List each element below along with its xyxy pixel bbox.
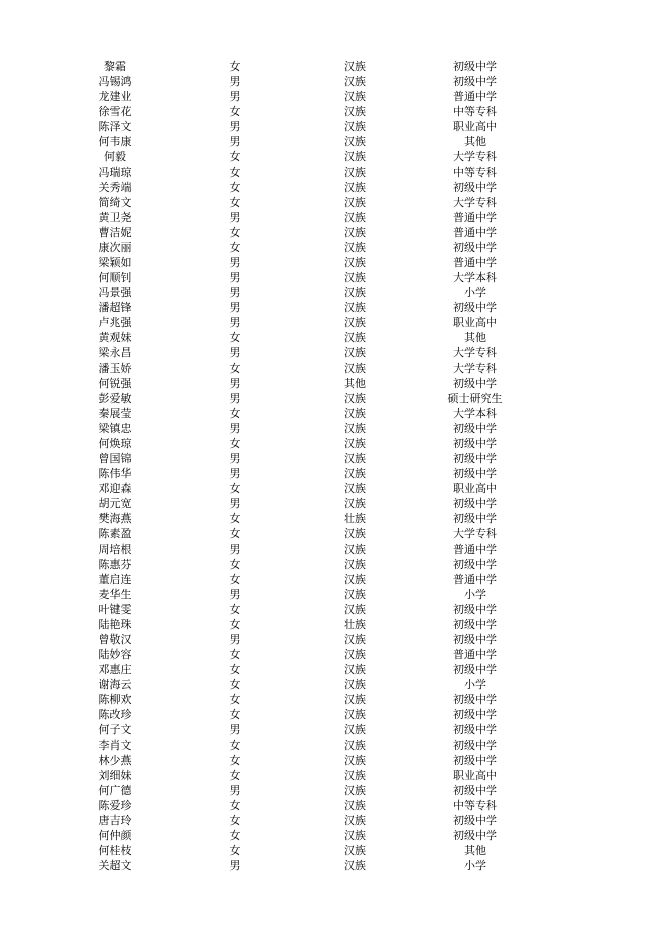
ethnicity-cell: 汉族: [344, 256, 366, 270]
ethnicity-cell: 汉族: [344, 844, 366, 858]
education-cell: 其他: [464, 135, 486, 149]
ethnicity-cell: 汉族: [344, 678, 366, 692]
gender-cell: 女: [229, 844, 241, 858]
table-row: [0, 180, 662, 195]
table-row: [0, 165, 662, 180]
gender-cell: 女: [229, 436, 241, 450]
table-row: [0, 632, 662, 647]
ethnicity-cell: 汉族: [344, 708, 366, 722]
name-cell: 何子文: [98, 723, 132, 737]
gender-cell: 男: [229, 256, 241, 270]
education-cell: 大学专科: [453, 150, 497, 164]
table-row: [0, 587, 662, 602]
education-cell: 职业高中: [453, 120, 497, 134]
education-cell: 初级中学: [453, 708, 497, 722]
table-row: [0, 451, 662, 466]
name-cell: 潘超锋: [98, 301, 132, 315]
gender-cell: 男: [229, 135, 241, 149]
table-row: [0, 481, 662, 496]
ethnicity-cell: 汉族: [344, 859, 366, 873]
table-row: [0, 225, 662, 240]
gender-cell: 男: [229, 723, 241, 737]
education-cell: 初级中学: [453, 467, 497, 481]
gender-cell: 男: [229, 376, 241, 390]
gender-cell: 女: [229, 482, 241, 496]
gender-cell: 女: [229, 60, 241, 73]
gender-cell: 男: [229, 286, 241, 300]
education-cell: 初级中学: [453, 376, 497, 390]
table-row: [0, 753, 662, 768]
gender-cell: 女: [229, 617, 241, 631]
gender-cell: 女: [229, 557, 241, 571]
name-cell: 董启连: [98, 572, 132, 586]
ethnicity-cell: 汉族: [344, 165, 366, 179]
table-row: [0, 270, 662, 285]
table-row: [0, 722, 662, 737]
table-row: [0, 828, 662, 843]
education-cell: 初级中学: [453, 632, 497, 646]
education-cell: 普通中学: [453, 225, 497, 239]
gender-cell: 男: [229, 859, 241, 873]
ethnicity-cell: 汉族: [344, 693, 366, 707]
name-cell: 何毅: [104, 150, 126, 164]
name-cell: 何桂枝: [98, 844, 132, 858]
table-row: [0, 89, 662, 104]
ethnicity-cell: 汉族: [344, 406, 366, 420]
ethnicity-cell: 汉族: [344, 301, 366, 315]
gender-cell: 女: [229, 512, 241, 526]
name-cell: 龙建业: [98, 90, 132, 104]
gender-cell: 女: [229, 708, 241, 722]
education-cell: 初级中学: [453, 60, 497, 73]
table-row: [0, 195, 662, 210]
roster-table: [0, 59, 662, 873]
ethnicity-cell: 汉族: [344, 768, 366, 782]
table-row: [0, 798, 662, 813]
table-row: [0, 361, 662, 376]
name-cell: 陈惠芬: [98, 557, 132, 571]
table-row: [0, 843, 662, 858]
name-cell: 林少燕: [98, 753, 132, 767]
gender-cell: 男: [229, 316, 241, 330]
name-cell: 谢海云: [98, 678, 132, 692]
education-cell: 硕士研究生: [447, 391, 503, 405]
ethnicity-cell: 汉族: [344, 738, 366, 752]
gender-cell: 女: [229, 678, 241, 692]
name-cell: 周培根: [98, 542, 132, 556]
name-cell: 陈改珍: [98, 708, 132, 722]
ethnicity-cell: 汉族: [344, 271, 366, 285]
ethnicity-cell: 汉族: [344, 436, 366, 450]
ethnicity-cell: 汉族: [344, 180, 366, 194]
gender-cell: 女: [229, 828, 241, 842]
gender-cell: 女: [229, 150, 241, 164]
ethnicity-cell: 汉族: [344, 361, 366, 375]
table-row: [0, 738, 662, 753]
ethnicity-cell: 其他: [344, 376, 366, 390]
ethnicity-cell: 汉族: [344, 663, 366, 677]
education-cell: 普通中学: [453, 90, 497, 104]
name-cell: 冯景强: [98, 286, 132, 300]
education-cell: 职业高中: [453, 768, 497, 782]
gender-cell: 女: [229, 361, 241, 375]
table-row: [0, 240, 662, 255]
ethnicity-cell: 汉族: [344, 723, 366, 737]
ethnicity-cell: 汉族: [344, 195, 366, 209]
education-cell: 普通中学: [453, 210, 497, 224]
gender-cell: 女: [229, 331, 241, 345]
ethnicity-cell: 汉族: [344, 753, 366, 767]
table-row: [0, 345, 662, 360]
table-row: [0, 692, 662, 707]
education-cell: 其他: [464, 844, 486, 858]
ethnicity-cell: 汉族: [344, 497, 366, 511]
education-cell: 初级中学: [453, 723, 497, 737]
education-cell: 初级中学: [453, 753, 497, 767]
gender-cell: 男: [229, 467, 241, 481]
name-cell: 潘玉娇: [98, 361, 132, 375]
education-cell: 初级中学: [453, 240, 497, 254]
education-cell: 大学专科: [453, 361, 497, 375]
gender-cell: 男: [229, 632, 241, 646]
education-cell: 初级中学: [453, 75, 497, 89]
name-cell: 冯瑞琼: [98, 165, 132, 179]
ethnicity-cell: 汉族: [344, 391, 366, 405]
gender-cell: 女: [229, 165, 241, 179]
education-cell: 普通中学: [453, 648, 497, 662]
gender-cell: 女: [229, 572, 241, 586]
ethnicity-cell: 汉族: [344, 150, 366, 164]
ethnicity-cell: 汉族: [344, 286, 366, 300]
education-cell: 职业高中: [453, 316, 497, 330]
table-row: [0, 858, 662, 873]
ethnicity-cell: 汉族: [344, 828, 366, 842]
ethnicity-cell: 汉族: [344, 240, 366, 254]
gender-cell: 女: [229, 648, 241, 662]
education-cell: 初级中学: [453, 602, 497, 616]
ethnicity-cell: 汉族: [344, 75, 366, 89]
table-row: [0, 119, 662, 134]
ethnicity-cell: 汉族: [344, 105, 366, 119]
education-cell: 职业高中: [453, 482, 497, 496]
table-row: [0, 255, 662, 270]
education-cell: 初级中学: [453, 813, 497, 827]
gender-cell: 男: [229, 497, 241, 511]
ethnicity-cell: 汉族: [344, 798, 366, 812]
education-cell: 初级中学: [453, 828, 497, 842]
table-row: [0, 300, 662, 315]
ethnicity-cell: 汉族: [344, 346, 366, 360]
education-cell: 中等专科: [453, 798, 497, 812]
name-cell: 梁颖如: [98, 256, 132, 270]
table-row: [0, 104, 662, 119]
education-cell: 小学: [464, 286, 486, 300]
gender-cell: 女: [229, 663, 241, 677]
name-cell: 关秀端: [98, 180, 132, 194]
ethnicity-cell: 汉族: [344, 482, 366, 496]
table-row: [0, 602, 662, 617]
gender-cell: 男: [229, 783, 241, 797]
name-cell: 陈伟华: [98, 467, 132, 481]
ethnicity-cell: 汉族: [344, 60, 366, 73]
education-cell: 中等专科: [453, 165, 497, 179]
name-cell: 曹洁妮: [98, 225, 132, 239]
name-cell: 冯锡鸿: [98, 75, 132, 89]
table-row: [0, 210, 662, 225]
ethnicity-cell: 汉族: [344, 542, 366, 556]
table-row: [0, 677, 662, 692]
gender-cell: 女: [229, 527, 241, 541]
name-cell: 樊海燕: [98, 512, 132, 526]
ethnicity-cell: 汉族: [344, 421, 366, 435]
name-cell: 何仲颜: [98, 828, 132, 842]
ethnicity-cell: 汉族: [344, 527, 366, 541]
gender-cell: 男: [229, 421, 241, 435]
name-cell: 秦展莹: [98, 406, 132, 420]
ethnicity-cell: 汉族: [344, 210, 366, 224]
table-row: [0, 617, 662, 632]
gender-cell: 男: [229, 90, 241, 104]
gender-cell: 女: [229, 602, 241, 616]
table-row: [0, 526, 662, 541]
table-row: [0, 285, 662, 300]
name-cell: 胡元宽: [98, 497, 132, 511]
table-row: [0, 496, 662, 511]
name-cell: 梁镇忠: [98, 421, 132, 435]
name-cell: 简绮文: [98, 195, 132, 209]
name-cell: 徐雪花: [98, 105, 132, 119]
table-row: [0, 768, 662, 783]
ethnicity-cell: 汉族: [344, 135, 366, 149]
name-cell: 陈柳欢: [98, 693, 132, 707]
name-cell: 陆妙容: [98, 648, 132, 662]
name-cell: 陈爱珍: [98, 798, 132, 812]
ethnicity-cell: 汉族: [344, 452, 366, 466]
gender-cell: 女: [229, 180, 241, 194]
table-row: [0, 511, 662, 526]
name-cell: 黄卫尧: [98, 210, 132, 224]
gender-cell: 男: [229, 542, 241, 556]
gender-cell: 女: [229, 195, 241, 209]
table-row: [0, 406, 662, 421]
name-cell: 梁永昌: [98, 346, 132, 360]
education-cell: 小学: [464, 678, 486, 692]
ethnicity-cell: 汉族: [344, 783, 366, 797]
table-row: [0, 421, 662, 436]
table-row: [0, 783, 662, 798]
name-cell: 何韦康: [98, 135, 132, 149]
name-cell: 黎霜: [104, 60, 126, 73]
gender-cell: 女: [229, 693, 241, 707]
table-row: [0, 74, 662, 89]
gender-cell: 女: [229, 225, 241, 239]
table-row: [0, 149, 662, 164]
gender-cell: 男: [229, 587, 241, 601]
table-row: [0, 542, 662, 557]
education-cell: 大学本科: [453, 406, 497, 420]
education-cell: 初级中学: [453, 421, 497, 435]
education-cell: 其他: [464, 331, 486, 345]
name-cell: 陆艳珠: [98, 617, 132, 631]
education-cell: 初级中学: [453, 617, 497, 631]
gender-cell: 女: [229, 753, 241, 767]
ethnicity-cell: 汉族: [344, 572, 366, 586]
gender-cell: 男: [229, 452, 241, 466]
ethnicity-cell: 汉族: [344, 467, 366, 481]
table-row: [0, 436, 662, 451]
education-cell: 大学专科: [453, 346, 497, 360]
gender-cell: 女: [229, 738, 241, 752]
ethnicity-cell: 汉族: [344, 632, 366, 646]
gender-cell: 女: [229, 768, 241, 782]
education-cell: 初级中学: [453, 452, 497, 466]
name-cell: 邓惠庄: [98, 663, 132, 677]
education-cell: 初级中学: [453, 180, 497, 194]
ethnicity-cell: 汉族: [344, 225, 366, 239]
gender-cell: 女: [229, 813, 241, 827]
name-cell: 陈素盈: [98, 527, 132, 541]
table-row: [0, 813, 662, 828]
table-row: [0, 315, 662, 330]
gender-cell: 女: [229, 798, 241, 812]
ethnicity-cell: 汉族: [344, 602, 366, 616]
name-cell: 何广德: [98, 783, 132, 797]
gender-cell: 男: [229, 75, 241, 89]
education-cell: 初级中学: [453, 512, 497, 526]
name-cell: 唐吉玲: [98, 813, 132, 827]
name-cell: 卢兆强: [98, 316, 132, 330]
table-row: [0, 557, 662, 572]
education-cell: 小学: [464, 859, 486, 873]
gender-cell: 男: [229, 120, 241, 134]
ethnicity-cell: 汉族: [344, 316, 366, 330]
education-cell: 初级中学: [453, 557, 497, 571]
name-cell: 黄观妹: [98, 331, 132, 345]
gender-cell: 男: [229, 391, 241, 405]
name-cell: 曾敬汉: [98, 632, 132, 646]
name-cell: 何焕琼: [98, 436, 132, 450]
gender-cell: 女: [229, 105, 241, 119]
name-cell: 邓迎森: [98, 482, 132, 496]
education-cell: 初级中学: [453, 738, 497, 752]
table-row: [0, 707, 662, 722]
name-cell: 麦华生: [98, 587, 132, 601]
education-cell: 大学专科: [453, 527, 497, 541]
education-cell: 大学专科: [453, 195, 497, 209]
education-cell: 初级中学: [453, 301, 497, 315]
name-cell: 何顺钊: [98, 271, 132, 285]
ethnicity-cell: 壮族: [344, 512, 366, 526]
gender-cell: 女: [229, 240, 241, 254]
ethnicity-cell: 壮族: [344, 617, 366, 631]
table-row: [0, 134, 662, 149]
name-cell: 叶键雯: [98, 602, 132, 616]
education-cell: 初级中学: [453, 693, 497, 707]
education-cell: 普通中学: [453, 542, 497, 556]
table-row: [0, 330, 662, 345]
table-row: [0, 572, 662, 587]
education-cell: 初级中学: [453, 497, 497, 511]
table-row: [0, 647, 662, 662]
ethnicity-cell: 汉族: [344, 587, 366, 601]
education-cell: 中等专科: [453, 105, 497, 119]
ethnicity-cell: 汉族: [344, 813, 366, 827]
education-cell: 初级中学: [453, 783, 497, 797]
table-row: [0, 391, 662, 406]
gender-cell: 男: [229, 210, 241, 224]
gender-cell: 男: [229, 271, 241, 285]
name-cell: 陈泽文: [98, 120, 132, 134]
education-cell: 小学: [464, 587, 486, 601]
education-cell: 大学本科: [453, 271, 497, 285]
education-cell: 初级中学: [453, 663, 497, 677]
gender-cell: 女: [229, 406, 241, 420]
table-row: [0, 59, 662, 74]
gender-cell: 男: [229, 346, 241, 360]
ethnicity-cell: 汉族: [344, 648, 366, 662]
name-cell: 曾国锦: [98, 452, 132, 466]
ethnicity-cell: 汉族: [344, 90, 366, 104]
table-row: [0, 376, 662, 391]
table-row: [0, 662, 662, 677]
ethnicity-cell: 汉族: [344, 120, 366, 134]
name-cell: 刘细妹: [98, 768, 132, 782]
ethnicity-cell: 汉族: [344, 557, 366, 571]
education-cell: 普通中学: [453, 572, 497, 586]
education-cell: 普通中学: [453, 256, 497, 270]
name-cell: 何锐强: [98, 376, 132, 390]
name-cell: 彭爱敏: [98, 391, 132, 405]
name-cell: 康次丽: [98, 240, 132, 254]
ethnicity-cell: 汉族: [344, 331, 366, 345]
education-cell: 初级中学: [453, 436, 497, 450]
table-row: [0, 466, 662, 481]
name-cell: 关超文: [98, 859, 132, 873]
gender-cell: 男: [229, 301, 241, 315]
name-cell: 李肖文: [98, 738, 132, 752]
